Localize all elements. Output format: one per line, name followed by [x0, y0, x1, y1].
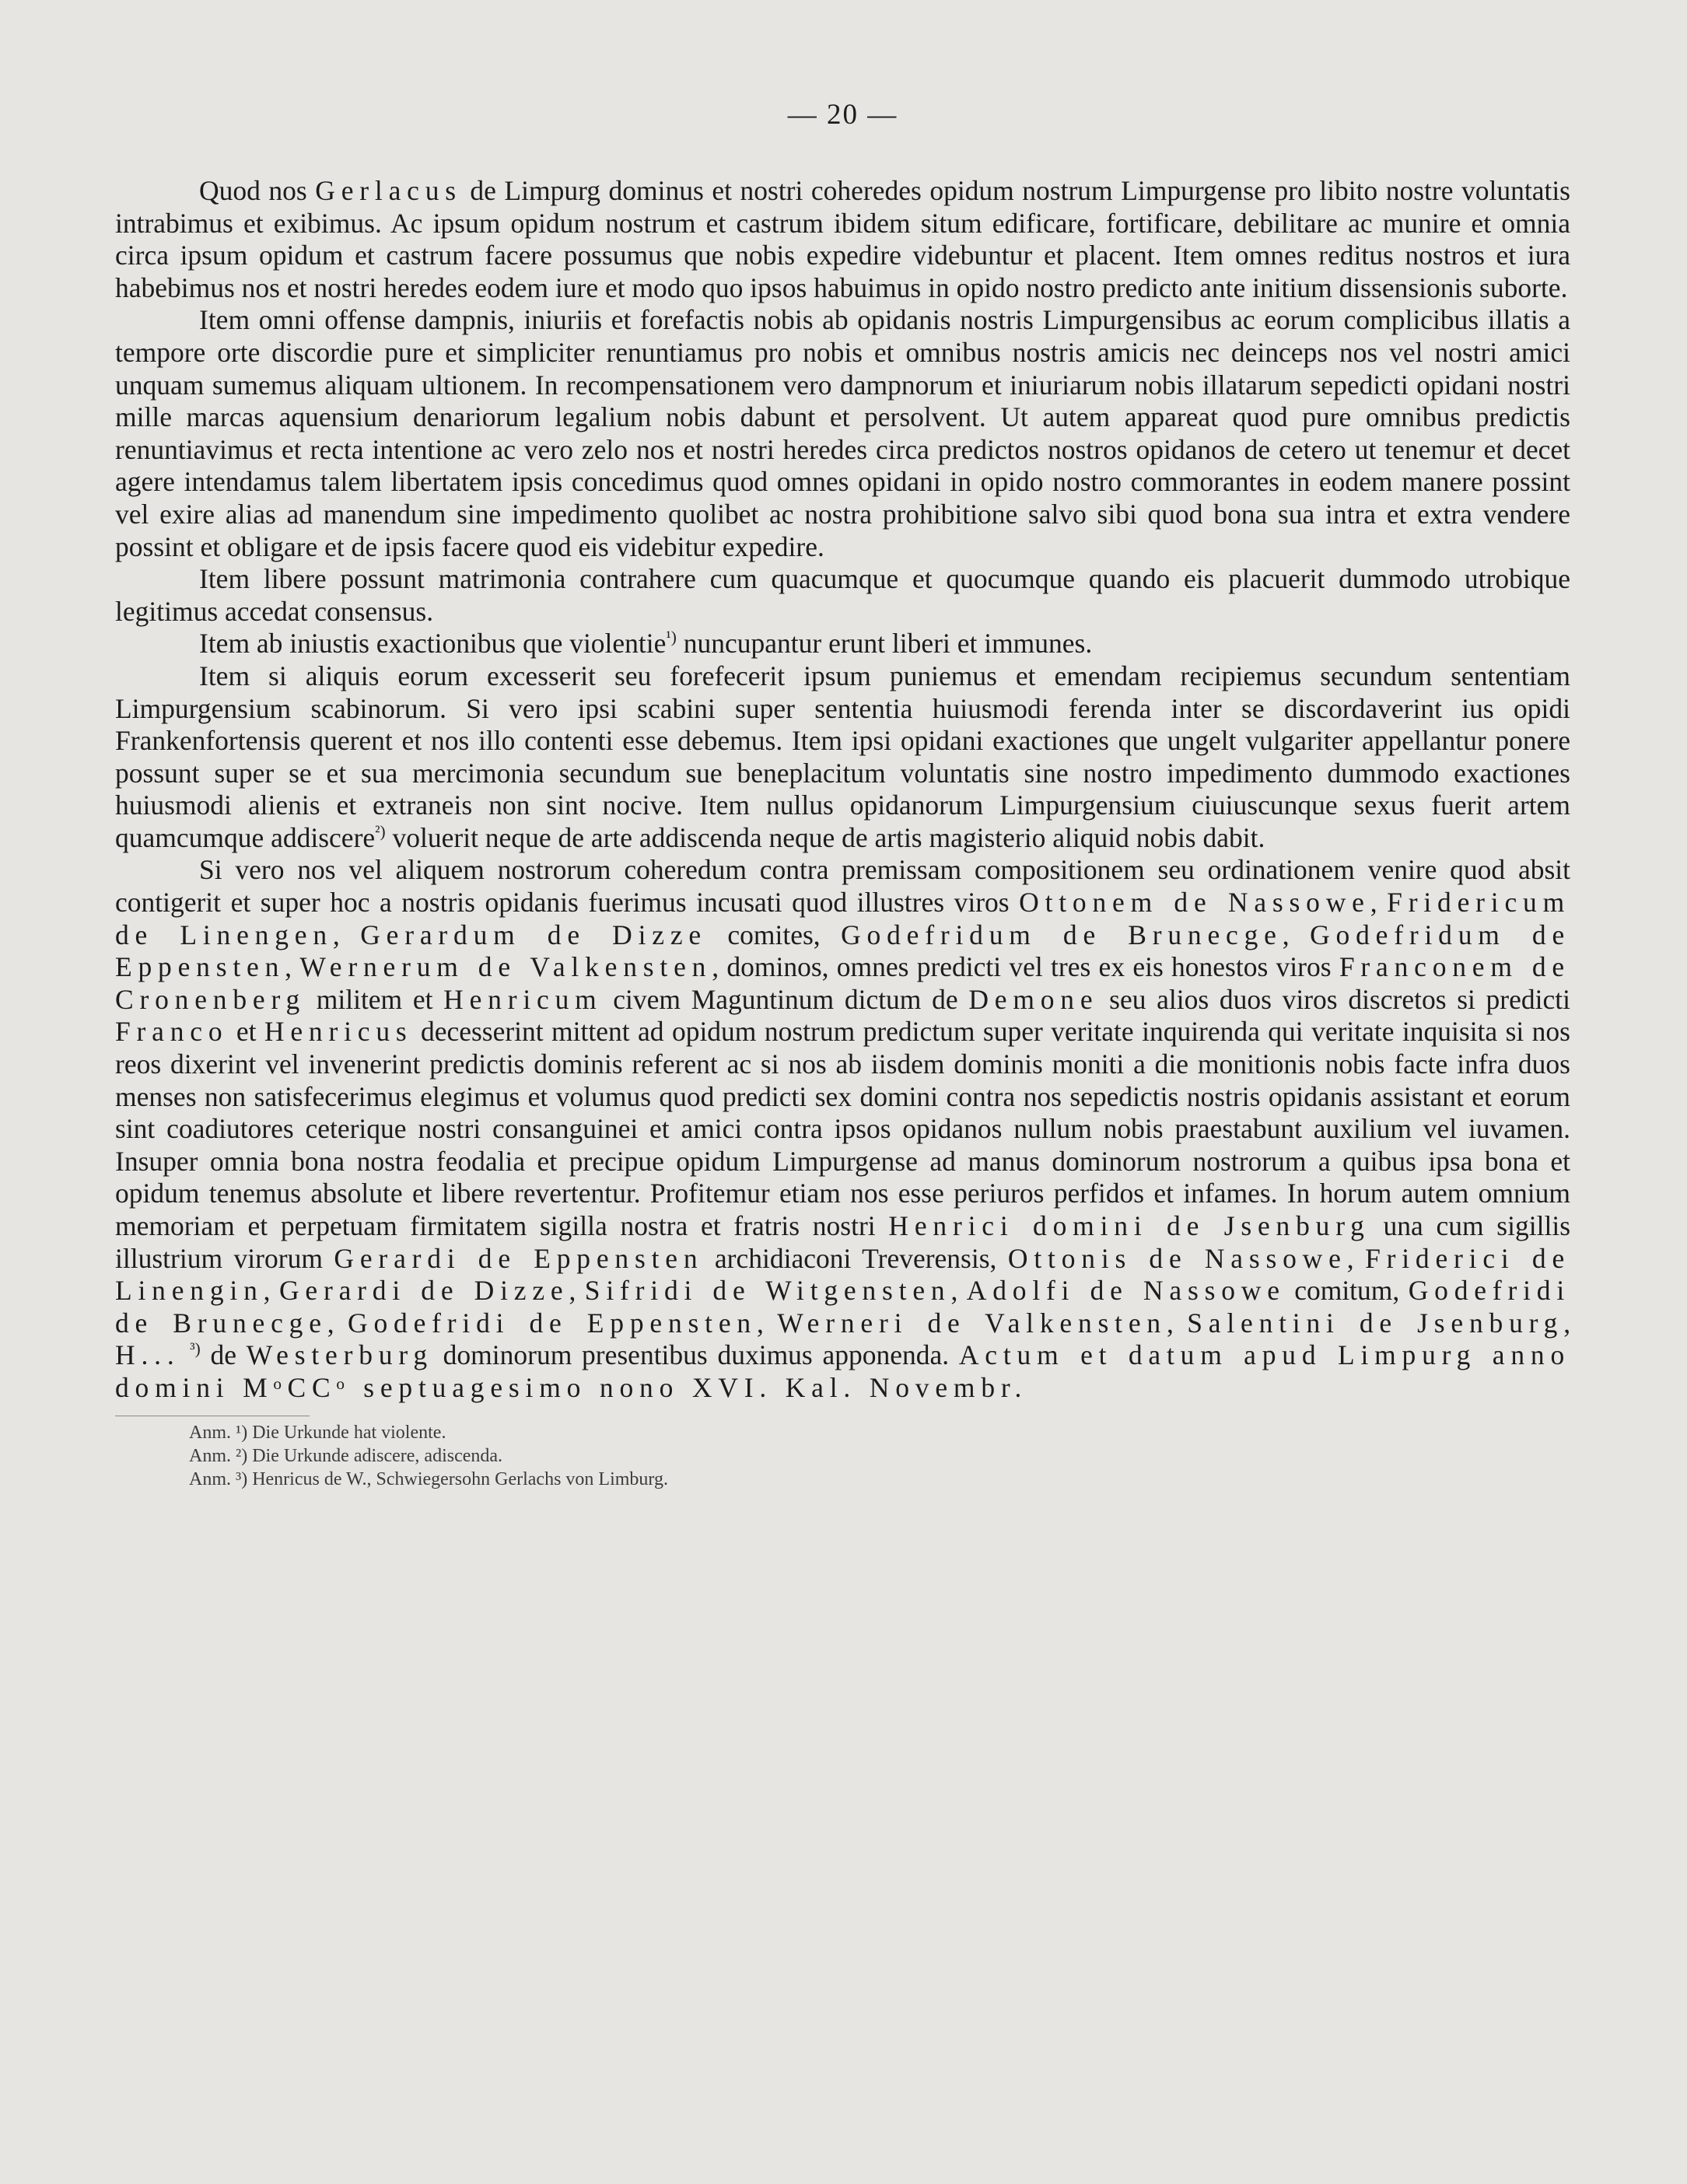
text-run: una cum sigillis illustrium virorum [115, 1210, 1571, 1274]
spaced-name: Ottonem de Nassowe [1019, 887, 1370, 919]
text-run: Quod nos [199, 175, 316, 206]
text-run: civem Maguntinum dictum de [602, 983, 969, 1015]
text-run: Item libere possunt matrimonia contrahere cum quacumque et quocumque quando eis placuerit dummodo utrobique legitimus accedat consensus. [115, 563, 1570, 627]
spaced-name: Gerardi de Dizze [278, 1275, 569, 1307]
text-run: , [569, 1275, 585, 1307]
text-run: decesserint mittent ad opidum nostrum predictum super veritate inquirenda qui veritate inquisita si nos reos dixerint vel invenerint predictis dominis referent ac si nos ab iisdem dominis moniti a die monitionis nobis facte infra duos menses non satisfecerimus elegimus et volumus quod predicti sex domini contra nos sepedictis nostris opidanis assistant et eorum sint coadiutores ceterique nostri consanguinei et amici contra ipsos opidanos nullum nobis praestabunt auxilium vel iuvamen. Insuper omnia bona nostra feodalia et precipue opidum Limpurgense ad manus dominorum nostrorum a quibus ipsa bona et opidum tenemus absolute et libere revertentur. Profitemur etiam nos esse periuros perfidos et infames. In horum autem omnium memoriam et perpetuam firmitatem sigilla nostra et fratris nostri [115, 1016, 1570, 1241]
text-run: , [1370, 887, 1388, 919]
text-run: , [1166, 1307, 1188, 1339]
text-run: seu alios duos viros discretos si predicti [1098, 983, 1570, 1015]
text-run: voluerit neque de arte addiscenda neque de artis magisterio aliquid nobis dabit. [385, 821, 1265, 853]
text-run: , [1282, 919, 1311, 950]
spaced-name: Fridericum de Linengen [115, 887, 1571, 950]
spaced-name: Godefridi de Eppensten [348, 1307, 757, 1339]
text-run: nuncupantur erunt liberi et immunes. [676, 628, 1093, 660]
spaced-name: Actum et datum apud Limpurg anno domini MᵒCCᵒ septuagesimo nono XVI. Kal. Novembr. [115, 1339, 1570, 1403]
spaced-name: Godefridum de Eppensten [115, 919, 1571, 983]
footnote-2: Anm. ²) Die Urkunde adiscere, adiscenda. [189, 1445, 503, 1466]
paragraph-6 [115, 854, 1570, 1404]
paragraph-4 [115, 628, 1570, 660]
spaced-name: Demone [968, 983, 1099, 1015]
paragraph-2 [115, 304, 1570, 563]
spaced-name: Henrici domini de Jsenburg [888, 1210, 1370, 1241]
footnote-marker: ¹) [666, 628, 677, 647]
footnote-1: Anm. ¹) Die Urkunde hat violente. [189, 1422, 446, 1443]
text-run: dominorum presentibus duximus apponenda. [432, 1339, 959, 1371]
spaced-name: Godefridi de Brunecge [115, 1275, 1571, 1339]
text-run: de Limpurg dominus et nostri coheredes opidum nostrum Limpurgense pro libito nostre voluntatis intrabimus et exibimus. Ac ipsum opidum nostrum et castrum ibidem situm edificare, fortificare, debilitare ac munire et omnia circa ipsum opidum et castrum facere possumus que nobis expedire videbuntur et placent. Item omnes reditus nostros et iura habebimus nos et nostri heredes eodem iure et modo quo ipsos habuimus in opido nostro predicto ante initium dissensionis suborte. [115, 175, 1570, 303]
spaced-name: Gerlacus [315, 175, 462, 206]
text-run: , [285, 951, 300, 983]
text-run: militem et [306, 983, 444, 1015]
spaced-name: H... [115, 1339, 180, 1371]
spaced-name: Gerardum de Dizze [360, 919, 707, 950]
spaced-name: Franco [115, 1016, 229, 1048]
text-run: Item ab iniustis exactionibus que violentie [199, 628, 667, 660]
text-run: , [1563, 1307, 1571, 1339]
spaced-name: Wernerum de Valkensten [299, 951, 712, 983]
spaced-name: Henricum [443, 983, 603, 1015]
paragraph-5 [115, 660, 1570, 855]
text-run: , dominos, omnes predicti vel tres ex eis honestos viros [712, 951, 1339, 983]
text-run: Item si aliquis eorum excesserit seu forefecerit ipsum puniemus et emendam recipiemus secundum sententiam Limpurgensium scabinorum. Si vero ipsi scabini super sententia huiusmodi ferenda inter se discordaverint ius opidi Frankenfortensis querent et nos illo contenti esse debemus. Item ipsi opidani exactiones que ungelt vulgariter appellantur ponere possunt super se et sua mercimonia secundum sue beneplacitum voluntatis sine nostro impedimento dummodo exactiones huiusmodi alienis et extraneis non sint nocive. Item nullus opidanorum Limpurgensium ciuiuscunque sexus fuerit artem quamcumque addiscere [115, 660, 1570, 853]
paragraph-3 [115, 563, 1570, 628]
text-run: , [756, 1307, 778, 1339]
spaced-name: Salentini de Jsenburg [1187, 1307, 1564, 1339]
spaced-name: Westerburg [246, 1339, 433, 1371]
body-text [115, 175, 1570, 1405]
text-run: comites, [706, 919, 842, 950]
spaced-name: Franconem de Cronenberg [115, 951, 1570, 1015]
spaced-name: Henricus [264, 1016, 413, 1048]
text-run [180, 1339, 191, 1370]
text-run: , [950, 1275, 967, 1307]
text-run: Item omni offense dampnis, iniuriis et forefactis nobis ab opidanis nostris Limpurgensibus ac eorum complicibus illatis a tempore orte discordie pure et simpliciter renuntiamus pro nobis et omnibus nostris amicis nec deinceps nos vel nostri amici unquam sumemus aliquam ultionem. In recompensationem vero dampnorum et iniuriarum nobis illatarum sepedicti opidani nostri mille marcas aquensium denariorum legalium nobis dabunt et persolvent. Ut autem appareat quod pure omnibus predictis renuntiavimus et recta intentione ac vero zelo nos et nostri heredes circa predictos nostros opidanos de cetero ut tenemur et decet agere intendamus talem libertatem ipsis concedimus quod omnes opidani in opido nostro commorantes in eodem manere possint vel exire alias ad manendum sine impedimento quolibet ac nostra prohibitione salvo sibi quod bona sua intra et extra vendere possint et obligare et de ipsis facere quod eis videbitur expedire. [115, 304, 1570, 562]
text-run: , [1346, 1242, 1366, 1274]
footnote-marker: ²) [375, 822, 386, 842]
spaced-name: Friderici de Linengin [115, 1242, 1571, 1307]
page-number: — 20 — [787, 99, 898, 131]
spaced-name: Gerardi de Eppensten [334, 1242, 704, 1274]
text-run: , [327, 1307, 348, 1339]
text-run: comitum, [1285, 1275, 1409, 1307]
spaced-name: Godefridum de Brunecge [841, 919, 1283, 950]
text-run: archidiaconi Treverensis, [703, 1242, 1008, 1274]
text-run: , [332, 919, 361, 950]
text-run: , [263, 1275, 279, 1307]
spaced-name: Werneri de Valkensten [777, 1307, 1167, 1339]
footnote-marker: ³) [190, 1339, 201, 1359]
paragraph-1 [115, 175, 1570, 304]
text-run: Si vero nos vel aliquem nostrorum coheredum contra premissam compositionem seu ordinationem venire quod absit contigerit et super hoc a nostris opidanis fuerimus incusati quod illustres viros [115, 854, 1570, 919]
spaced-name: Ottonis de Nassowe [1007, 1242, 1347, 1274]
footnote-3: Anm. ³) Henricus de W., Schwiegersohn Gerlachs von Limburg. [189, 1468, 668, 1489]
spaced-name: Adolfi de Nassowe [966, 1275, 1286, 1307]
text-run: et [228, 1016, 264, 1048]
spaced-name: Sifridi de Witgensten [584, 1275, 951, 1307]
footnotes [115, 1421, 1570, 1491]
text-run: de [200, 1339, 247, 1371]
